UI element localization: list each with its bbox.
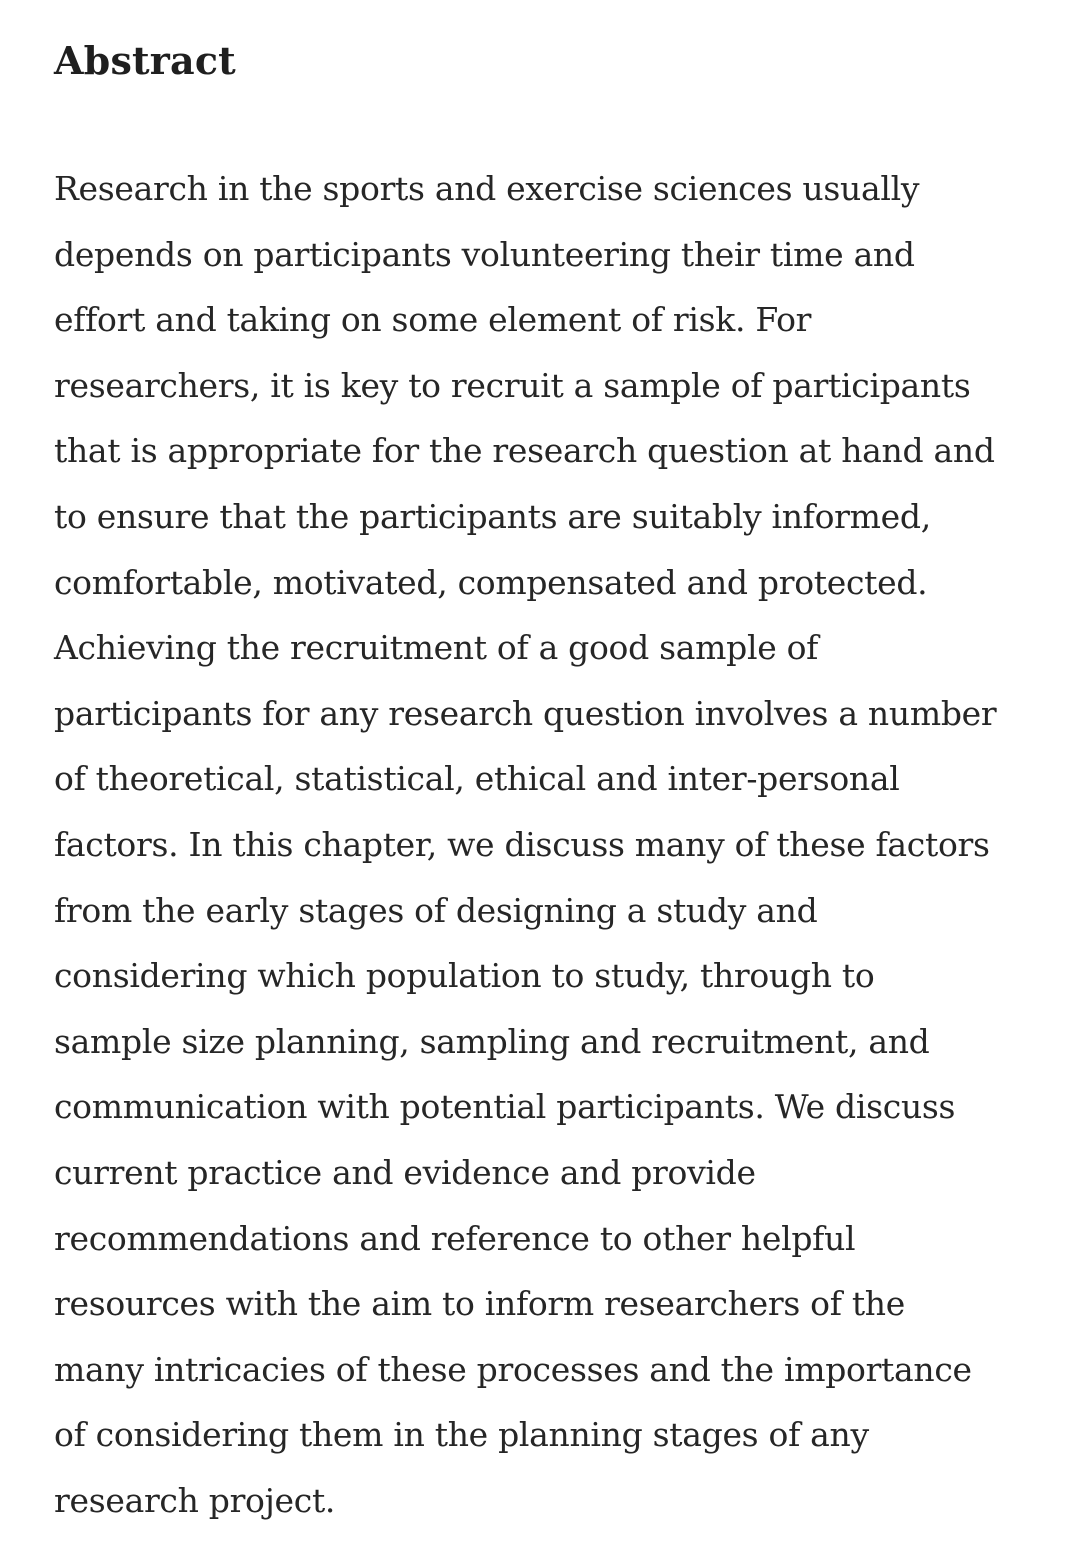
abstract-line: participants for any research question involves a number: [54, 693, 997, 733]
abstract-line: research project.: [54, 1480, 336, 1520]
abstract-line: of theoretical, statistical, ethical and inter-personal: [54, 759, 900, 799]
abstract-line: from the early stages of designing a study and: [54, 890, 818, 930]
abstract-line: factors. In this chapter, we discuss many of these factors: [54, 824, 990, 864]
abstract-line: current practice and evidence and provide: [54, 1152, 756, 1192]
abstract-line: considering which population to study, through to: [54, 956, 875, 996]
abstract-line: recommendations and reference to other helpful: [54, 1218, 856, 1258]
abstract-line: to ensure that the participants are suitably informed,: [54, 496, 931, 536]
abstract-line: communication with potential participants. We discuss: [54, 1087, 956, 1127]
abstract-line: of considering them in the planning stages of any: [54, 1415, 869, 1455]
abstract-line: resources with the aim to inform researchers of the: [54, 1284, 905, 1324]
abstract-line: many intricacies of these processes and the importance: [54, 1349, 972, 1389]
abstract-body: [54, 156, 1034, 1533]
abstract-line: Achieving the recruitment of a good sample of: [54, 628, 819, 668]
abstract-line: that is appropriate for the research question at hand and: [54, 431, 995, 471]
abstract-heading: Abstract: [54, 38, 236, 83]
abstract-line: Research in the sports and exercise sciences usually: [54, 169, 920, 208]
abstract-line: effort and taking on some element of risk. For: [54, 300, 812, 340]
abstract-line: comfortable, motivated, compensated and protected.: [54, 562, 928, 602]
abstract-section: [54, 0, 1034, 1533]
abstract-line: sample size planning, sampling and recruitment, and: [54, 1021, 930, 1061]
abstract-line: depends on participants volunteering their time and: [54, 234, 915, 274]
abstract-line: researchers, it is key to recruit a sample of participants: [54, 365, 971, 405]
